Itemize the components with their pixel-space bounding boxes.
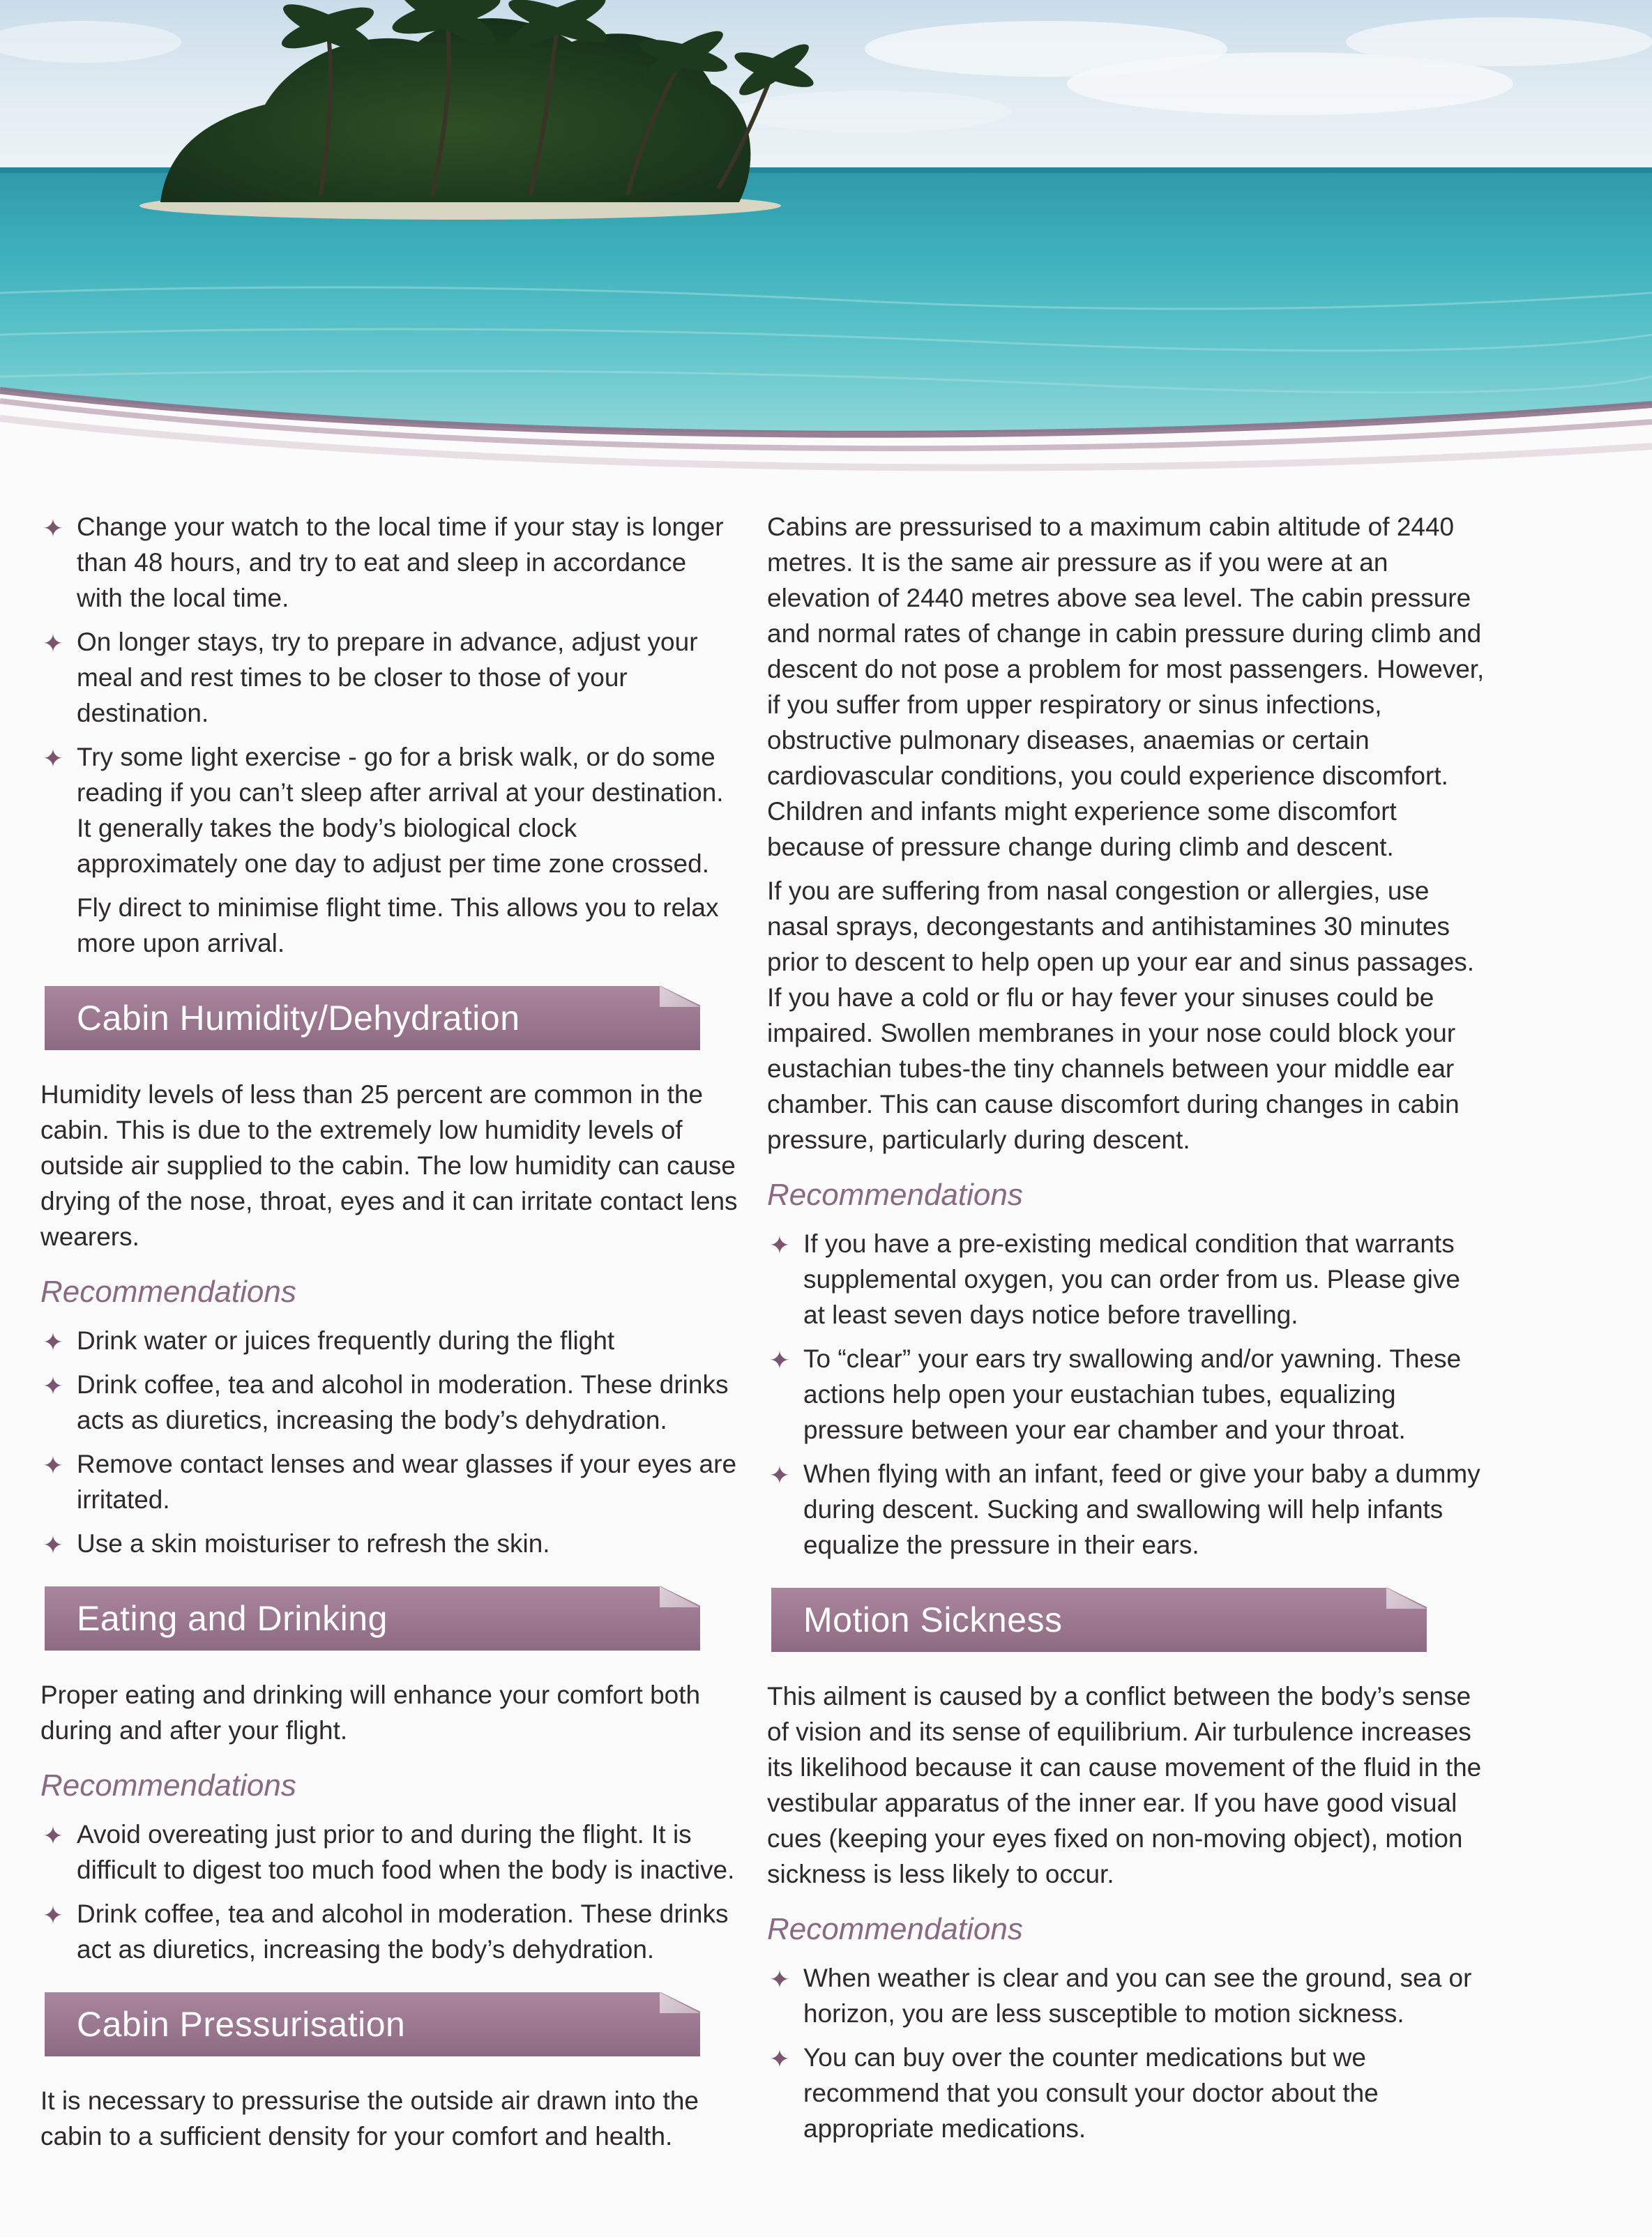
list-item: ✦ On longer stays, try to prepare in advance, adjust your meal and rest times to be closer to those of your destination.: [40, 624, 738, 731]
four-point-star-icon: ✦: [42, 629, 64, 658]
list-item: ✦ Drink coffee, tea and alcohol in moderation. These drinks act as diuretics, increasing the body’s dehydration.: [40, 1896, 738, 1967]
four-point-star-icon: ✦: [42, 1372, 64, 1400]
four-point-star-icon: ✦: [42, 1451, 64, 1480]
list-item: ✦ Try some light exercise - go for a brisk walk, or do some reading if you can’t sleep after arrival at your destination. It generally takes the body’s biological clock approximately one day to adjust per time zone crossed.: [40, 739, 738, 881]
four-point-star-icon: ✦: [42, 1821, 64, 1850]
four-point-star-icon: ✦: [42, 1901, 64, 1929]
four-point-star-icon: ✦: [42, 514, 64, 543]
four-point-star-icon: ✦: [42, 1531, 64, 1559]
list-item: ✦ Change your watch to the local time if your stay is longer than 48 hours, and try to eat and sleep in accordance with the local time.: [40, 509, 738, 616]
section-title: Eating and Drinking: [77, 1599, 388, 1638]
list-item: ✦ When flying with an infant, feed or give your baby a dummy during descent. Sucking and swallowing will help infants equalize the pressure in their ears.: [767, 1456, 1485, 1563]
recommendations-heading: Recommendations: [40, 1768, 296, 1803]
pressurisation-body: It is necessary to pressurise the outside air drawn into the cabin to a sufficient density for your comfort and health.: [40, 2086, 699, 2151]
list-item: ✦ You can buy over the counter medications but we recommend that you consult your doctor about the appropriate medications.: [767, 2040, 1485, 2146]
four-point-star-icon: ✦: [768, 1461, 791, 1489]
list-item: ✦ Avoid overeating just prior to and during the flight. It is difficult to digest too much food when the body is inactive.: [40, 1817, 738, 1888]
list-item: ✦ Use a skin moisturiser to refresh the skin.: [40, 1526, 738, 1561]
four-point-star-icon: ✦: [42, 1328, 64, 1356]
section-title: Cabin Pressurisation: [77, 2005, 406, 2044]
humidity-recommendation-list: [40, 1323, 738, 1561]
section-banner-pressurisation: [45, 1992, 700, 2056]
four-point-star-icon: ✦: [768, 1231, 791, 1259]
section-banner-eating: [45, 1586, 700, 1651]
right-column: [767, 509, 1485, 2155]
list-item: ✦ Drink coffee, tea and alcohol in moderation. These drinks acts as diuretics, increasing the body’s dehydration.: [40, 1367, 738, 1438]
eating-recommendation-list: [40, 1817, 738, 1967]
pressure-paragraph: If you are suffering from nasal congestion or allergies, use nasal sprays, decongestants and antihistamines 30 minutes prior to descent to help open up your ear and sinus passages. If you have a cold or flu or hay fever your sinuses could be impaired. Swollen membranes in your nose could block your eustachian tubes-the tiny channels between your middle ear chamber. This can cause discomfort during changes in cabin pressure, particularly during descent.: [767, 877, 1475, 1154]
list-item: ✦ If you have a pre-existing medical condition that warrants supplemental oxygen, you can order from us. Please give at least seven days notice before travelling.: [767, 1226, 1485, 1333]
motion-body: This ailment is caused by a conflict between the body’s sense of vision and its sense of equilibrium. Air turbulence increases its likelihood because it can cause movement of the fluid in the vestibular apparatus of the inner ear. If you have good visual cues (keeping your eyes fixed on non-moving object), motion sickness is less likely to occur.: [767, 1682, 1482, 1888]
four-point-star-icon: ✦: [768, 2045, 791, 2073]
section-title: Cabin Humidity/Dehydration: [77, 999, 520, 1038]
recommendations-heading: Recommendations: [767, 1912, 1023, 1946]
section-banner-motion: [771, 1588, 1427, 1652]
four-point-star-icon: ✦: [42, 744, 64, 773]
motion-recommendation-list: [767, 1960, 1485, 2146]
recommendations-heading: Recommendations: [767, 1178, 1023, 1212]
four-point-star-icon: ✦: [768, 1965, 791, 1994]
list-item: ✦ Remove contact lenses and wear glasses if your eyes are irritated.: [40, 1446, 738, 1517]
pressure-recommendation-list: [767, 1226, 1485, 1563]
eating-body: Proper eating and drinking will enhance your comfort both during and after your flight.: [40, 1681, 701, 1745]
humidity-body: Humidity levels of less than 25 percent are common in the cabin. This is due to the extremely low humidity levels of outside air supplied to the cabin. The low humidity can cause drying of the nose, throat, eyes and it can irritate contact lens wearers.: [40, 1080, 738, 1251]
recommendations-heading: Recommendations: [40, 1275, 296, 1309]
list-item: ✦ Drink water or juices frequently during the flight: [40, 1323, 738, 1358]
fly-direct-note: Fly direct to minimise flight time. This allows you to relax more upon arrival.: [77, 893, 719, 957]
pressure-paragraph: Cabins are pressurised to a maximum cabin altitude of 2440 metres. It is the same air pressure as if you were at an elevation of 2440 metres above sea level. The cabin pressure and normal rates of change in cabin pressure during climb and descent do not pose a problem for most passengers. However, if you suffer from upper respiratory or sinus infections, obstructive pulmonary diseases, anaemias or certain cardiovascular conditions, you could experience discomfort. Children and infants might experience some discomfort because of pressure change during climb and descent.: [767, 513, 1485, 861]
hero-island-photo: [0, 0, 1652, 488]
jetlag-bullet-list: [40, 509, 738, 881]
section-title: Motion Sickness: [803, 1600, 1063, 1639]
section-banner-humidity: [45, 986, 700, 1050]
list-item: ✦ When weather is clear and you can see the ground, sea or horizon, you are less susceptible to motion sickness.: [767, 1960, 1485, 2031]
list-item: ✦ To “clear” your ears try swallowing and/or yawning. These actions help open your eustachian tubes, equalizing pressure between your ear chamber and your throat.: [767, 1341, 1485, 1448]
four-point-star-icon: ✦: [768, 1346, 791, 1374]
island-illustration: [0, 0, 1652, 488]
left-column: [40, 509, 738, 2162]
